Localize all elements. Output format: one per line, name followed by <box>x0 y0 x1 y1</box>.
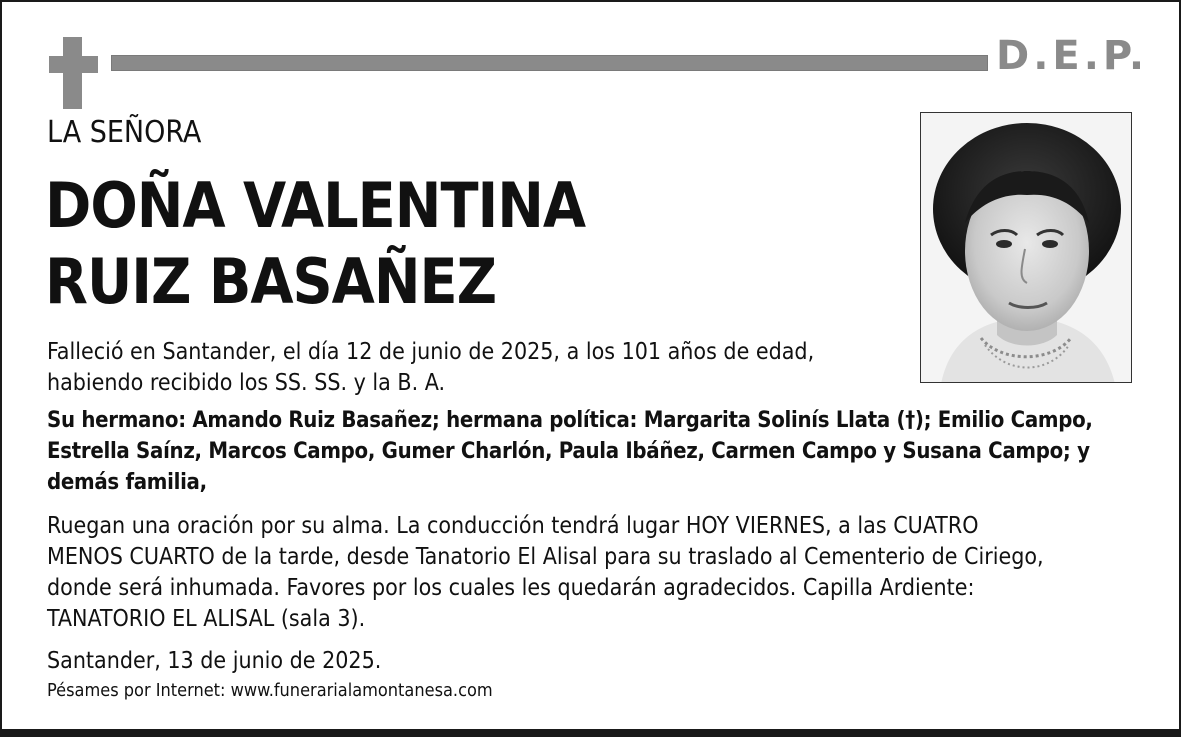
portrait-photo <box>920 112 1132 383</box>
family-line-3: demás familia, <box>47 470 207 495</box>
family-line-2: Estrella Saínz, Marcos Campo, Gumer Charlón, Paula Ibáñez, Carmen Campo y Susana Campo; y <box>47 439 1090 464</box>
death-notice <box>47 337 907 399</box>
prayer-line-2: MENOS CUARTO de la tarde, desde Tanatorio El Alisal para su traslado al Cementerio de Ciriego, <box>47 544 1044 570</box>
deceased-name <box>45 168 905 320</box>
family-line-1: Su hermano: Amando Ruiz Basañez; hermana política: Margarita Solinís Llata (†); Emilio Campo, <box>47 408 1093 433</box>
dep-label: D.E.P. <box>996 33 1149 79</box>
honorific: LA SEÑORA <box>47 115 202 150</box>
header-rule <box>111 55 988 71</box>
family-list <box>47 405 1157 498</box>
prayer-line-4: TANATORIO EL ALISAL (sala 3). <box>47 606 366 632</box>
death-notice-line-1: Falleció en Santander, el día 12 de junio de 2025, a los 101 años de edad, <box>47 339 815 365</box>
portrait-image <box>921 113 1132 383</box>
prayer-line-3: donde será inhumada. Favores por los cuales les quedarán agradecidos. Capilla Ardiente: <box>47 575 975 601</box>
cross-icon <box>49 37 98 109</box>
prayer-notice <box>47 511 1157 635</box>
death-notice-line-2: habiendo recibido los SS. SS. y la B. A. <box>47 370 446 396</box>
condolences-link: Pésames por Internet: www.funerarialamontanesa.com <box>47 680 493 701</box>
name-line-1: DOÑA VALENTINA <box>45 169 586 242</box>
dateline: Santander, 13 de junio de 2025. <box>47 648 382 674</box>
name-line-2: RUIZ BASAÑEZ <box>45 245 497 318</box>
prayer-line-1: Ruegan una oración por su alma. La conducción tendrá lugar HOY VIERNES, a las CUATRO <box>47 513 979 539</box>
